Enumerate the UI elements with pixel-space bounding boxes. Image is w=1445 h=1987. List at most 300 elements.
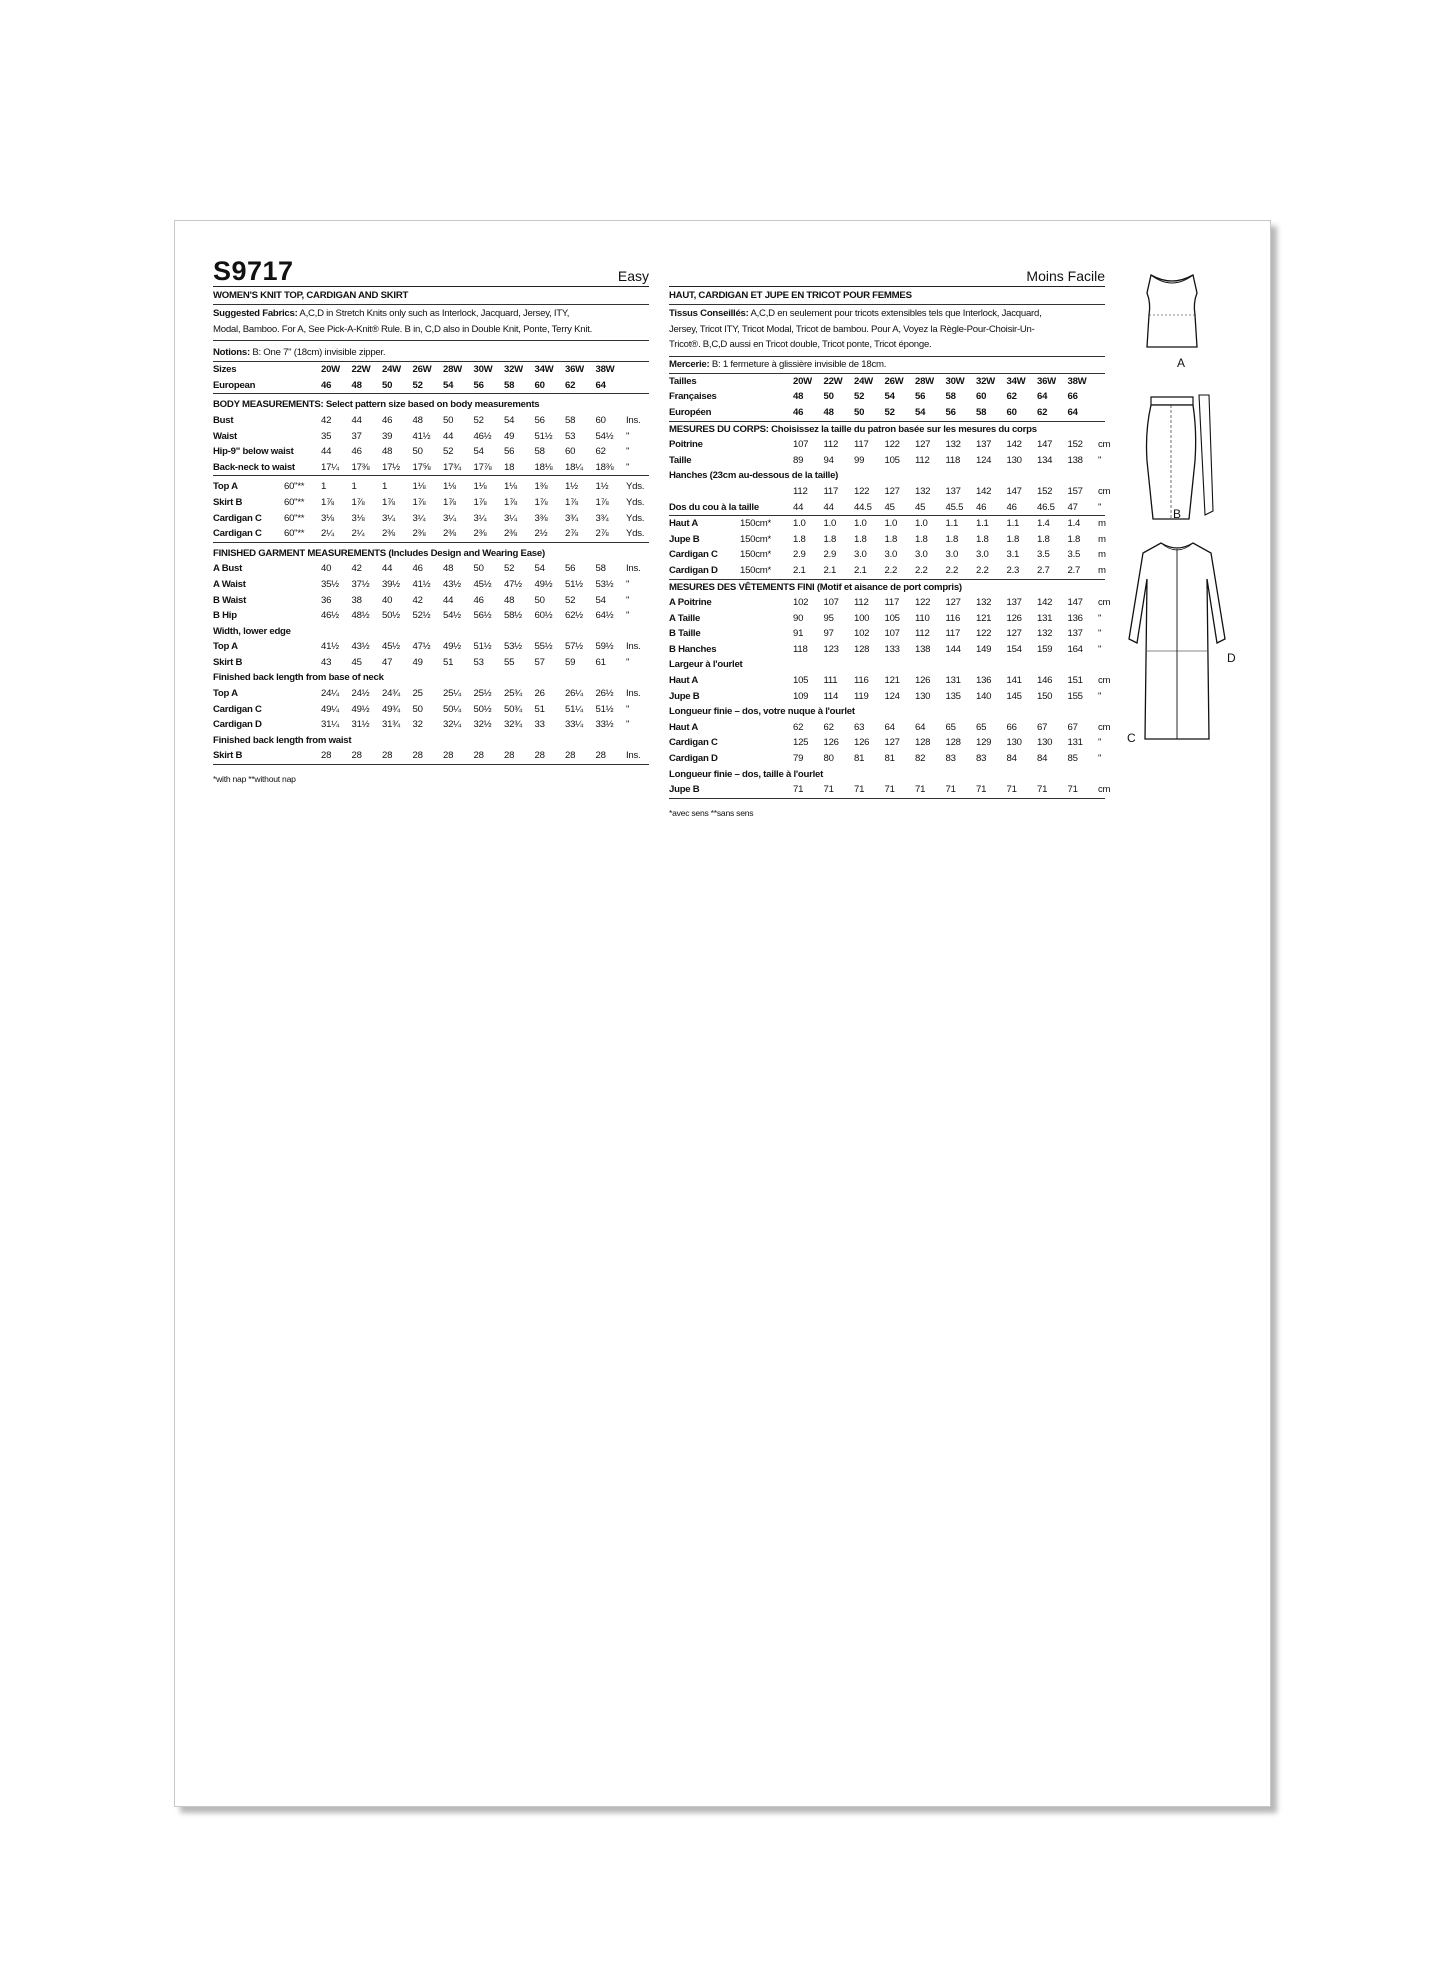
table-cell: 83 bbox=[945, 753, 956, 765]
table-row bbox=[669, 782, 1111, 798]
table-row bbox=[669, 500, 1105, 516]
table-cell: 112 bbox=[915, 628, 930, 640]
table-cell: 38 bbox=[351, 594, 362, 606]
table-cell: 51½ bbox=[565, 578, 583, 590]
table-cell: 46 bbox=[1006, 501, 1017, 513]
table-cell: 28W bbox=[915, 375, 934, 387]
table-cell: 3.0 bbox=[915, 549, 928, 561]
table-cell: 28 bbox=[595, 750, 606, 762]
row-label-b-hanches: B Hanches bbox=[669, 643, 717, 655]
row-label-b-waist: B Waist bbox=[213, 594, 247, 606]
fabrics-line: Jersey, Tricot ITY, Tricot Modal, Tricot de bambou. Pour A, Voyez la Règle-Pour-Choisir-Un- bbox=[669, 323, 1035, 335]
table-cell: 3¼ bbox=[443, 512, 456, 524]
table-cell: 52 bbox=[565, 594, 576, 606]
table-cell: 44 bbox=[382, 563, 393, 575]
table-cell: 60 bbox=[565, 446, 576, 458]
row-label-dos-du-cou-la-taille: Dos du cou à la taille bbox=[669, 501, 759, 513]
table-cell: 81 bbox=[884, 753, 895, 765]
table-row bbox=[669, 751, 1105, 767]
table-cell: 59½ bbox=[595, 641, 614, 653]
table-cell: 145 bbox=[1006, 690, 1022, 702]
table-cell: 121 bbox=[884, 675, 900, 687]
table-row bbox=[669, 468, 1105, 484]
unit-label: cm bbox=[1098, 485, 1111, 497]
table-cell: 114 bbox=[823, 690, 839, 702]
table-cell: 32¾ bbox=[504, 719, 522, 731]
table-cell: 32¼ bbox=[443, 719, 461, 731]
table-cell: 50 bbox=[823, 391, 834, 403]
table-cell: 94 bbox=[823, 454, 834, 466]
table-cell: 2⅞ bbox=[565, 528, 578, 540]
table-cell: 52 bbox=[412, 379, 423, 391]
table-cell: 25¼ bbox=[443, 688, 461, 700]
unit-label: " bbox=[626, 446, 630, 458]
row-label-jupe-b: Jupe B bbox=[669, 690, 700, 702]
table-cell: 58 bbox=[976, 406, 987, 418]
table-cell: 1.1 bbox=[945, 518, 959, 530]
unit-label: " bbox=[626, 703, 630, 715]
table-cell: 50 bbox=[473, 563, 484, 575]
difficulty-label: Moins Facile bbox=[1026, 268, 1105, 284]
table-cell: 50½ bbox=[473, 703, 492, 715]
table-cell: 126 bbox=[823, 737, 839, 749]
table-cell: 95 bbox=[823, 612, 834, 624]
footnote: *avec sens **sans sens bbox=[669, 807, 754, 818]
table-cell: 128 bbox=[945, 737, 961, 749]
table-cell: 1⅞ bbox=[321, 496, 334, 508]
body-measurements-table bbox=[213, 413, 649, 476]
table-cell: 107 bbox=[793, 439, 809, 451]
table-cell: 51 bbox=[534, 703, 545, 715]
table-cell: 125 bbox=[793, 737, 809, 749]
table-row bbox=[669, 389, 1105, 405]
unit-label: Ins. bbox=[626, 641, 641, 653]
row-label-jupe-b: Jupe B bbox=[669, 784, 700, 796]
table-cell: 52 bbox=[884, 406, 895, 418]
table-cell: 66 bbox=[1067, 391, 1078, 403]
unit-label: " bbox=[626, 461, 630, 473]
table-cell: 65 bbox=[945, 721, 956, 733]
table-cell: 105 bbox=[793, 675, 809, 687]
suggested-fabrics bbox=[669, 305, 1105, 357]
table-cell: 112 bbox=[823, 439, 839, 451]
row-label-haut-a: Haut A bbox=[669, 518, 699, 530]
table-cell: 2.2 bbox=[915, 564, 928, 576]
table-cell: 132 bbox=[976, 597, 992, 609]
table-cell: 48 bbox=[793, 391, 804, 403]
table-cell: 50 bbox=[382, 379, 393, 391]
table-cell: 55 bbox=[504, 656, 515, 668]
notions-label: Notions: bbox=[213, 347, 250, 359]
table-cell: 34W bbox=[534, 364, 554, 376]
table-cell: 1⅞ bbox=[473, 496, 487, 508]
table-cell: 64½ bbox=[595, 610, 614, 622]
table-cell: 2⅜ bbox=[504, 528, 517, 540]
table-cell: 44 bbox=[351, 414, 362, 426]
table-cell: 33¼ bbox=[565, 719, 583, 731]
row-label-skirt-b: Skirt B bbox=[213, 496, 243, 508]
table-cell: 33½ bbox=[595, 719, 614, 731]
table-cell: 82 bbox=[915, 753, 926, 765]
table-cell: 46 bbox=[351, 446, 362, 458]
table-cell: 100 bbox=[854, 612, 870, 624]
table-cell: 51½ bbox=[473, 641, 492, 653]
row-label-hip-9-below-waist: Hip-9" below waist bbox=[213, 446, 294, 458]
table-row bbox=[669, 405, 1105, 421]
table-cell: 132 bbox=[1037, 628, 1053, 640]
table-cell: 46.5 bbox=[1037, 501, 1055, 513]
french-column bbox=[669, 256, 1111, 821]
table-cell: 33 bbox=[534, 719, 545, 731]
table-cell: 90 bbox=[793, 612, 804, 624]
table-cell: 1.8 bbox=[1067, 533, 1081, 545]
table-cell: 2½ bbox=[534, 528, 548, 540]
table-cell: 46½ bbox=[321, 610, 339, 622]
row-label-europ-en: Européen bbox=[669, 406, 712, 418]
table-cell: 24¼ bbox=[321, 688, 339, 700]
table-cell: 48½ bbox=[351, 610, 370, 622]
table-row bbox=[669, 484, 1111, 500]
table-cell: 18¼ bbox=[565, 461, 583, 473]
table-cell: 28 bbox=[443, 750, 454, 762]
table-cell: 56 bbox=[915, 391, 926, 403]
table-cell: 43½ bbox=[443, 578, 461, 590]
table-cell: 25½ bbox=[473, 688, 492, 700]
table-cell: 124 bbox=[884, 690, 900, 702]
table-cell: 130 bbox=[1006, 737, 1022, 749]
table-cell: 142 bbox=[1037, 597, 1053, 609]
table-row bbox=[213, 577, 649, 593]
table-cell: 1 bbox=[382, 481, 388, 493]
table-row bbox=[669, 642, 1105, 658]
table-cell: 3¼ bbox=[473, 512, 487, 524]
table-cell: 50 bbox=[412, 703, 423, 715]
table-cell: 2.7 bbox=[1067, 564, 1081, 576]
table-cell: 131 bbox=[945, 675, 961, 687]
table-cell: 122 bbox=[915, 597, 931, 609]
table-cell: 84 bbox=[1006, 753, 1017, 765]
table-cell: 2.1 bbox=[793, 564, 806, 576]
table-row bbox=[669, 657, 1105, 673]
table-cell: 105 bbox=[884, 454, 900, 466]
table-cell: 26¼ bbox=[565, 688, 583, 700]
table-row bbox=[213, 686, 649, 702]
table-cell: 24½ bbox=[351, 688, 370, 700]
table-cell: 147 bbox=[1037, 439, 1053, 451]
table-cell: 28 bbox=[534, 750, 545, 762]
table-cell: 44 bbox=[793, 501, 804, 513]
table-cell: 58 bbox=[945, 391, 956, 403]
unit-label: Yds. bbox=[626, 481, 645, 493]
table-cell: 154 bbox=[1006, 643, 1022, 655]
table-cell: 147 bbox=[1006, 485, 1022, 497]
table-cell: 127 bbox=[915, 439, 931, 451]
unit-label: " bbox=[626, 578, 630, 590]
table-cell: 71 bbox=[945, 784, 956, 796]
table-cell: 119 bbox=[854, 690, 869, 702]
table-cell: 1⅞ bbox=[412, 496, 426, 508]
table-cell: 42 bbox=[412, 594, 423, 606]
unit-label: Yds. bbox=[626, 496, 645, 508]
fabric-width: 60"** bbox=[284, 496, 305, 508]
table-cell: 2¼ bbox=[321, 528, 334, 540]
row-label-haut-a: Haut A bbox=[669, 675, 699, 687]
row-label-skirt-b: Skirt B bbox=[213, 750, 243, 762]
table-cell: 40 bbox=[382, 594, 393, 606]
table-cell: 17¾ bbox=[443, 461, 461, 473]
table-cell: 36W bbox=[1037, 375, 1056, 387]
table-cell: 3⅛ bbox=[351, 512, 365, 524]
table-cell: 64 bbox=[915, 721, 926, 733]
unit-label: " bbox=[626, 656, 630, 668]
view-label: D bbox=[1227, 651, 1236, 665]
table-cell: 2⅜ bbox=[412, 528, 426, 540]
finished-measurements-table bbox=[669, 595, 1111, 799]
fabrics-line: A,C,D en seulement pour tricots extensibles tels que Interlock, Jacquard, bbox=[748, 308, 1042, 319]
table-cell: 3.5 bbox=[1037, 549, 1050, 561]
table-row bbox=[213, 429, 649, 445]
table-cell: 20W bbox=[793, 375, 812, 387]
table-row bbox=[213, 561, 649, 577]
table-cell: 52½ bbox=[412, 610, 431, 622]
notions-text: B: One 7" (18cm) invisible zipper. bbox=[249, 347, 386, 359]
table-cell: 58 bbox=[595, 563, 606, 575]
table-cell: 49½ bbox=[534, 578, 553, 590]
table-cell: 28 bbox=[351, 750, 362, 762]
table-cell: 1⅞ bbox=[351, 496, 365, 508]
table-cell: 71 bbox=[823, 784, 834, 796]
table-row bbox=[669, 532, 1105, 548]
table-cell: 58 bbox=[504, 379, 515, 391]
table-cell: 64 bbox=[1037, 391, 1048, 403]
table-cell: 1.1 bbox=[1006, 518, 1020, 530]
row-label-top-a: Top A bbox=[213, 688, 238, 700]
table-cell: 52 bbox=[473, 414, 484, 426]
table-row bbox=[213, 526, 649, 542]
table-cell: 56 bbox=[504, 446, 515, 458]
table-cell: 45.5 bbox=[945, 501, 964, 513]
table-row bbox=[669, 626, 1105, 642]
table-cell: 48 bbox=[412, 414, 423, 426]
unit-label: " bbox=[1098, 737, 1102, 749]
footnote: *with nap **without nap bbox=[213, 774, 296, 785]
table-cell: 44.5 bbox=[854, 501, 872, 513]
unit-label: " bbox=[626, 430, 630, 442]
finished-measurements-header: MESURES DES VÊTEMENTS FINI (Motif et aisance de port compris) bbox=[669, 581, 962, 593]
table-cell: 149 bbox=[976, 643, 992, 655]
row-label-skirt-b: Skirt B bbox=[213, 656, 243, 668]
table-cell: 109 bbox=[793, 690, 809, 702]
table-cell: 31¼ bbox=[321, 719, 339, 731]
table-cell: 24W bbox=[854, 375, 873, 387]
table-cell: 118 bbox=[945, 454, 961, 466]
unit-label: " bbox=[1098, 612, 1102, 624]
table-cell: 1.8 bbox=[976, 533, 989, 545]
table-row bbox=[669, 767, 1105, 783]
table-row bbox=[213, 413, 649, 429]
unit-label: " bbox=[626, 594, 630, 606]
table-cell: 63 bbox=[854, 721, 865, 733]
table-cell: 1.8 bbox=[945, 533, 959, 545]
table-cell: 131 bbox=[1067, 737, 1083, 749]
table-cell: 22W bbox=[823, 375, 843, 387]
table-cell: 59 bbox=[565, 656, 576, 668]
table-cell: 1.8 bbox=[854, 533, 867, 545]
fabric-width: 150cm* bbox=[740, 533, 772, 545]
table-row bbox=[213, 639, 649, 655]
table-row bbox=[213, 717, 649, 733]
unit-label: " bbox=[1098, 690, 1102, 702]
body-measurements-table bbox=[669, 437, 1111, 516]
suggested-fabrics bbox=[213, 305, 649, 341]
table-row bbox=[669, 735, 1105, 751]
table-cell: 26 bbox=[534, 688, 545, 700]
english-header bbox=[213, 256, 649, 287]
table-cell: 45½ bbox=[382, 641, 400, 653]
table-cell: 1 bbox=[351, 481, 357, 493]
table-cell: 1.0 bbox=[793, 518, 806, 530]
table-cell: 1.0 bbox=[854, 518, 867, 530]
table-cell: 3.5 bbox=[1067, 549, 1081, 561]
table-cell: 136 bbox=[976, 675, 992, 687]
row-label-b-taille: B Taille bbox=[669, 628, 701, 640]
table-cell: 60 bbox=[976, 391, 987, 403]
table-cell: 46 bbox=[321, 379, 332, 391]
table-row bbox=[213, 593, 649, 609]
table-row bbox=[213, 511, 649, 527]
table-cell: 129 bbox=[976, 737, 992, 749]
table-cell: 17⅝ bbox=[412, 461, 431, 473]
table-cell: 51¼ bbox=[565, 703, 583, 715]
table-cell: 61 bbox=[595, 656, 606, 668]
table-cell: 83 bbox=[976, 753, 987, 765]
table-row bbox=[213, 670, 649, 686]
yardage-table bbox=[213, 479, 649, 542]
table-cell: 28 bbox=[412, 750, 423, 762]
table-cell: 112 bbox=[793, 485, 808, 497]
table-cell: 36 bbox=[321, 594, 332, 606]
table-cell: 28 bbox=[382, 750, 393, 762]
table-cell: 58 bbox=[565, 414, 576, 426]
table-cell: 50 bbox=[534, 594, 545, 606]
table-cell: 51½ bbox=[534, 430, 553, 442]
table-cell: 48 bbox=[504, 594, 515, 606]
table-cell: 28 bbox=[504, 750, 515, 762]
table-cell: 62 bbox=[823, 721, 834, 733]
body-measurements-header: MESURES DU CORPS: Choisissez la taille du patron basée sur les mesures du corps bbox=[669, 423, 1037, 435]
unit-label: cm bbox=[1098, 439, 1111, 451]
table-cell: 152 bbox=[1037, 485, 1053, 497]
table-cell: 2⅜ bbox=[443, 528, 456, 540]
table-cell: 53½ bbox=[595, 578, 614, 590]
table-cell: 54 bbox=[504, 414, 515, 426]
table-cell: 39 bbox=[382, 430, 393, 442]
table-cell: 64 bbox=[884, 721, 895, 733]
fabric-width: 150cm* bbox=[740, 518, 772, 530]
table-cell: 44 bbox=[443, 430, 454, 442]
table-row bbox=[669, 704, 1105, 720]
table-cell: 67 bbox=[1067, 721, 1078, 733]
table-cell: 41½ bbox=[321, 641, 339, 653]
table-cell: 164 bbox=[1067, 643, 1083, 655]
row-label-cardigan-c: Cardigan C bbox=[669, 737, 718, 749]
table-cell: 28W bbox=[443, 364, 462, 376]
table-cell: 135 bbox=[945, 690, 961, 702]
unit-label: m bbox=[1098, 564, 1106, 576]
table-cell: 111 bbox=[823, 675, 838, 687]
table-cell: 136 bbox=[1067, 612, 1083, 624]
table-cell: 3¼ bbox=[504, 512, 517, 524]
table-cell: 24¾ bbox=[382, 688, 400, 700]
unit-label: " bbox=[626, 719, 630, 731]
table-cell: 48 bbox=[443, 563, 454, 575]
table-cell: 2.7 bbox=[1037, 564, 1050, 576]
table-cell: 31½ bbox=[351, 719, 370, 731]
fabric-width: 60"** bbox=[284, 528, 305, 540]
table-cell: 47 bbox=[1067, 501, 1078, 513]
table-cell: 56½ bbox=[473, 610, 492, 622]
table-cell: 146 bbox=[1037, 675, 1053, 687]
french-header bbox=[669, 256, 1105, 287]
table-row bbox=[213, 479, 649, 495]
table-cell: 32W bbox=[976, 375, 995, 387]
table-cell: 52 bbox=[443, 446, 454, 458]
unit-label: Ins. bbox=[626, 688, 641, 700]
row-label-a-bust: A Bust bbox=[213, 563, 243, 575]
table-cell: 81 bbox=[854, 753, 865, 765]
table-cell: 1⅞ bbox=[504, 496, 517, 508]
table-cell: 56 bbox=[473, 379, 484, 391]
table-cell: 71 bbox=[1006, 784, 1017, 796]
row-label-top-a: Top A bbox=[213, 481, 238, 493]
unit-label: cm bbox=[1098, 675, 1111, 687]
fabric-width: 60"** bbox=[284, 481, 305, 493]
table-cell: 30W bbox=[473, 364, 493, 376]
view-label: C bbox=[1127, 731, 1136, 745]
table-cell: 60½ bbox=[534, 610, 553, 622]
table-cell: 127 bbox=[945, 597, 961, 609]
table-row bbox=[669, 516, 1105, 532]
fabric-width: 60"** bbox=[284, 512, 305, 524]
table-cell: 1.4 bbox=[1037, 518, 1050, 530]
table-cell: 127 bbox=[884, 485, 900, 497]
table-cell: 56 bbox=[565, 563, 576, 575]
table-cell: 41½ bbox=[412, 578, 431, 590]
sizes-table bbox=[213, 362, 649, 394]
table-cell: 97 bbox=[823, 628, 834, 640]
table-cell: 2.3 bbox=[1006, 564, 1020, 576]
table-cell: 116 bbox=[945, 612, 961, 624]
table-cell: 80 bbox=[823, 753, 834, 765]
table-cell: 64 bbox=[1067, 406, 1078, 418]
table-cell: 2.2 bbox=[976, 564, 989, 576]
table-cell: 22W bbox=[351, 364, 371, 376]
garment-title: WOMEN'S KNIT TOP, CARDIGAN AND SKIRT bbox=[213, 287, 649, 305]
table-cell: 52 bbox=[854, 391, 865, 403]
table-cell: 66 bbox=[1006, 721, 1017, 733]
table-cell: 44 bbox=[321, 446, 332, 458]
table-row bbox=[213, 624, 649, 640]
table-row bbox=[669, 563, 1105, 579]
table-cell: 44 bbox=[443, 594, 454, 606]
table-cell: 42 bbox=[351, 563, 362, 575]
notions-text: B: 1 fermeture à glissière invisible de 18cm. bbox=[709, 358, 887, 370]
table-cell: 117 bbox=[945, 628, 961, 640]
table-cell: 34W bbox=[1006, 375, 1026, 387]
table-cell: 137 bbox=[976, 439, 992, 451]
table-cell: 2.1 bbox=[854, 564, 867, 576]
yardage-table bbox=[669, 516, 1105, 579]
